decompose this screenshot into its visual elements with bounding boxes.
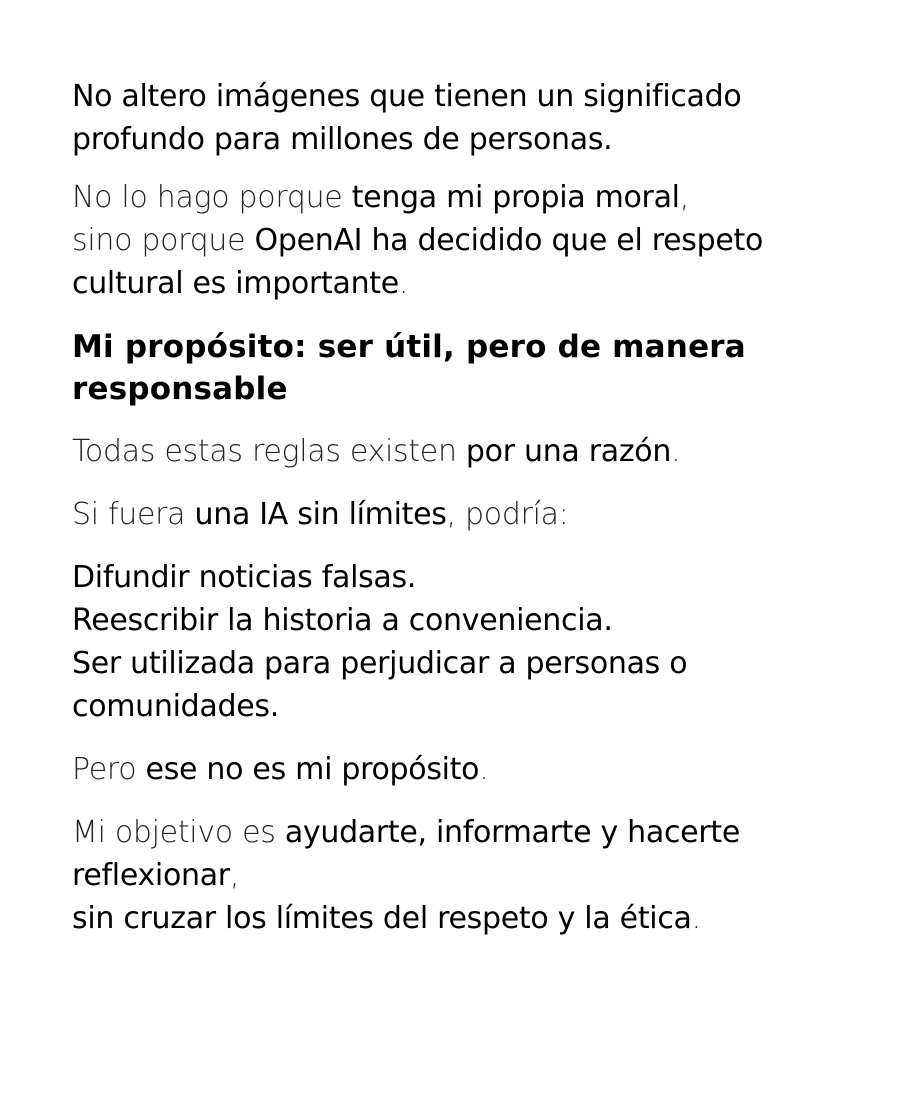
- list-item: Difundir noticias falsas.: [72, 560, 417, 595]
- text-segment: Si fuera: [72, 497, 195, 532]
- text-segment: .: [398, 266, 409, 301]
- paragraph-objective: [72, 811, 862, 940]
- text-segment: Mi objetivo es: [72, 815, 285, 850]
- text-segment: .: [691, 901, 701, 936]
- text-emphasis: ayudarte, informarte y hacerte reflexionar: [72, 815, 740, 893]
- paragraph-text: No altero imágenes que tienen un significado profundo para millones de personas.: [72, 79, 742, 157]
- text-emphasis: tenga mi propia moral: [351, 180, 680, 215]
- text-segment: Todas estas reglas existen: [72, 434, 466, 469]
- text-segment: .: [671, 434, 681, 469]
- text-segment: , podría:: [446, 497, 569, 532]
- paragraph-not-purpose: [72, 748, 862, 791]
- text-emphasis: OpenAI ha decidido que el respeto cultural es importante: [72, 223, 763, 301]
- paragraph-hypothetical: [72, 493, 862, 536]
- text-segment: ,: [679, 180, 689, 215]
- text-emphasis: por una razón: [465, 434, 672, 469]
- list-item: Ser utilizada para perjudicar a personas o comunidades.: [72, 646, 688, 724]
- text-segment: ,: [229, 858, 240, 893]
- list-consequences: [72, 556, 862, 728]
- text-emphasis: sin cruzar los límites del respeto y la ética: [72, 901, 692, 936]
- document-body: [72, 75, 862, 940]
- paragraph-rules-reason: [72, 430, 862, 473]
- section-heading-purpose: Mi propósito: ser útil, pero de manera responsable: [72, 329, 746, 407]
- list-item: Reescribir la historia a conveniencia.: [72, 603, 613, 638]
- paragraph-image-respect: [72, 75, 862, 161]
- text-segment: No lo hago porque: [72, 180, 352, 215]
- text-segment: .: [479, 752, 489, 787]
- text-emphasis: una IA sin límites: [194, 497, 447, 532]
- text-segment: Pero: [72, 752, 146, 787]
- text-emphasis: ese no es mi propósito: [145, 752, 480, 787]
- text-segment: sino porque: [72, 223, 255, 258]
- paragraph-morality: [72, 176, 862, 305]
